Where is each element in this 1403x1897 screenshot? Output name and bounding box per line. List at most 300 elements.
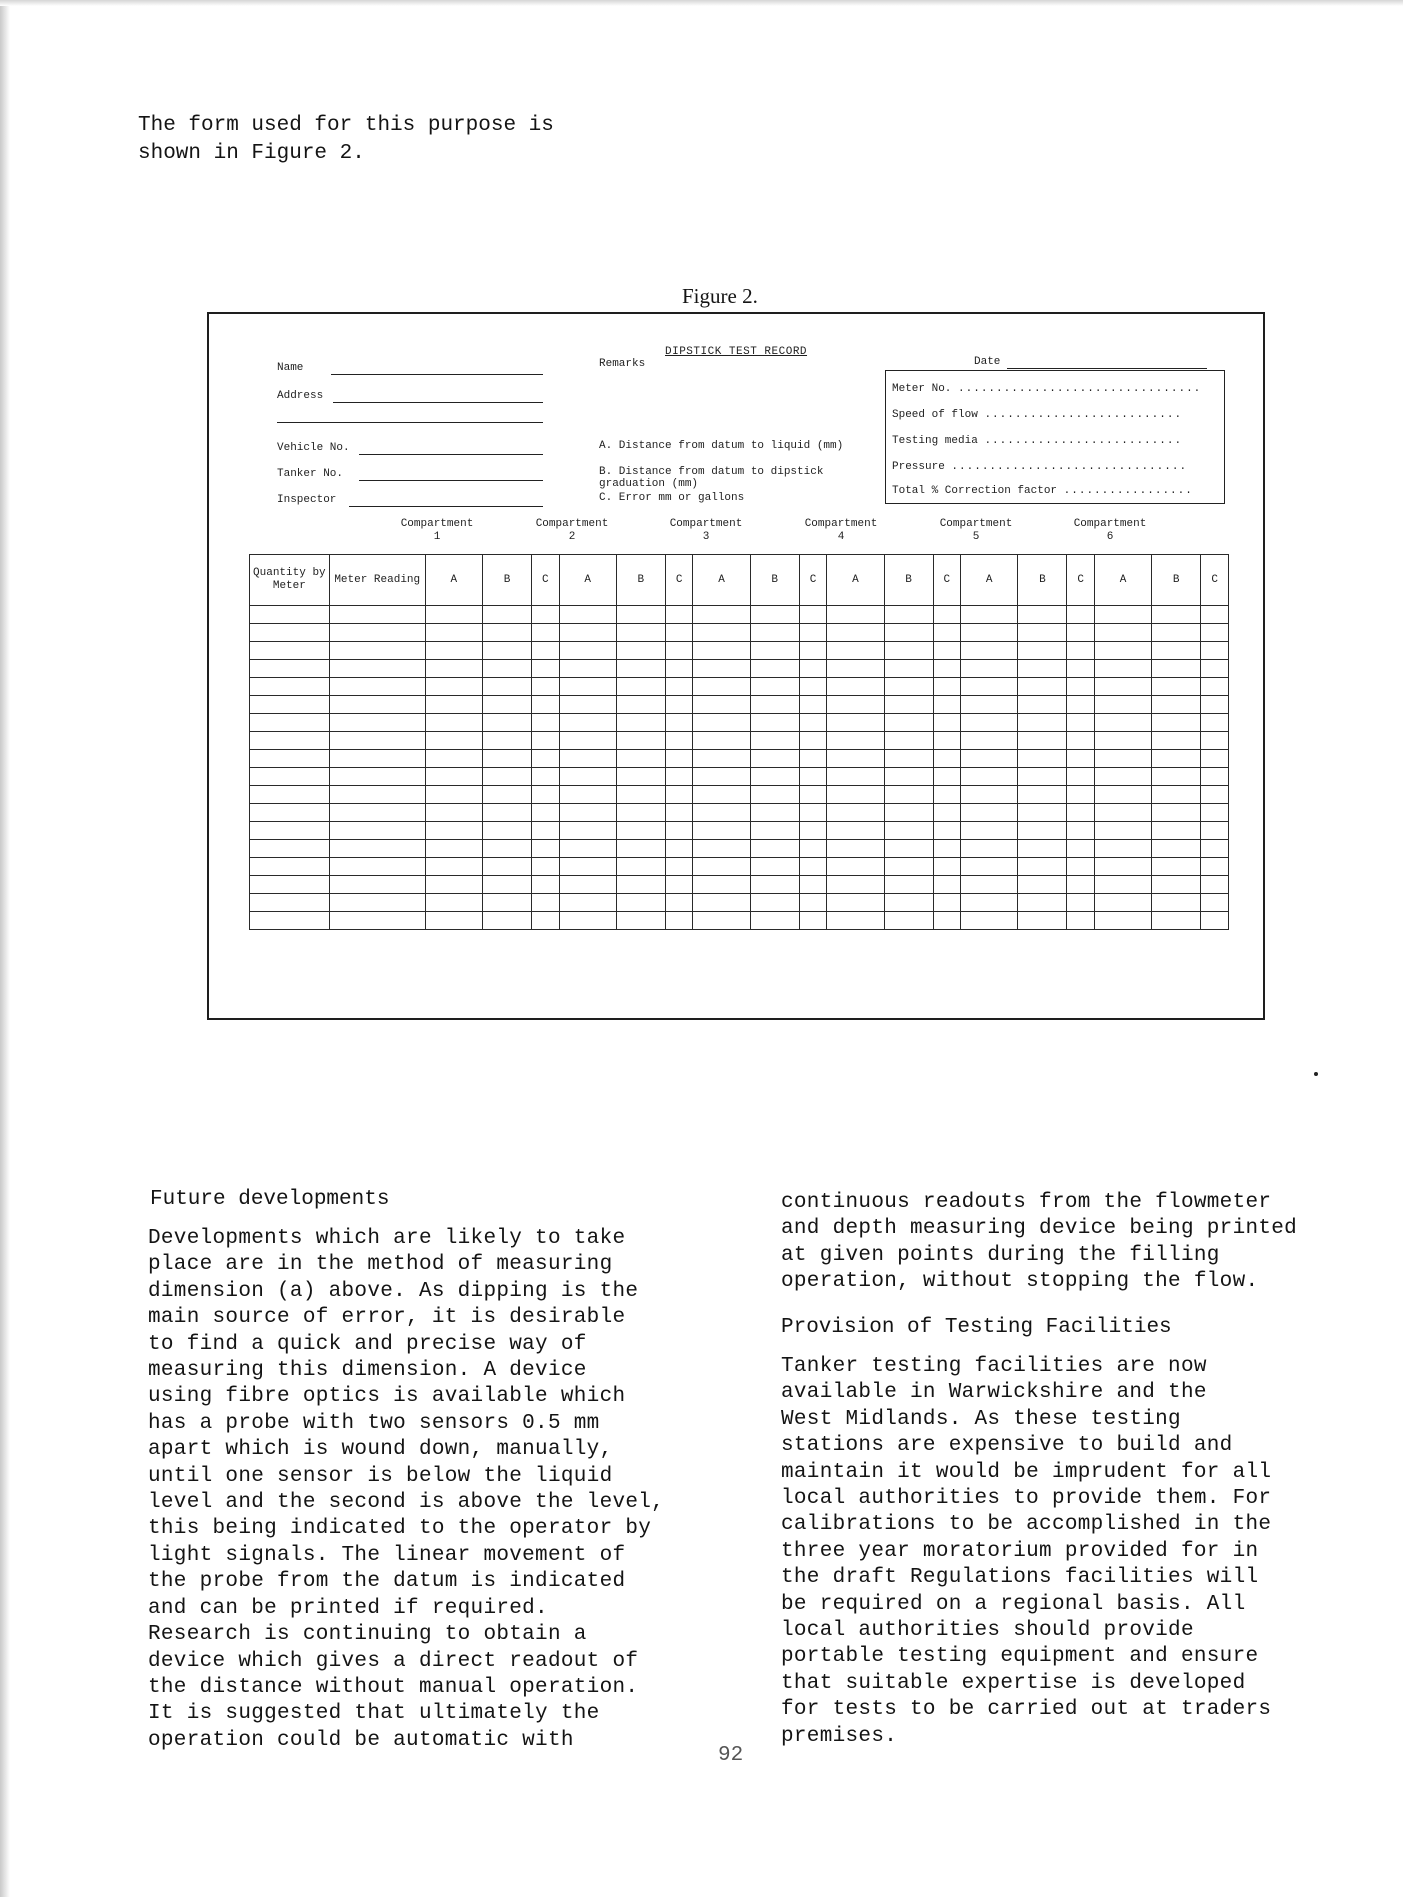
grid-cell[interactable] — [799, 804, 827, 822]
grid-cell[interactable] — [799, 678, 827, 696]
grid-cell[interactable] — [1067, 696, 1095, 714]
grid-cell[interactable] — [250, 750, 330, 768]
grid-cell[interactable] — [961, 750, 1018, 768]
grid-cell[interactable] — [329, 912, 425, 930]
grid-cell[interactable] — [532, 678, 560, 696]
grid-cell[interactable] — [1201, 714, 1229, 732]
grid-cell[interactable] — [693, 606, 750, 624]
grid-cell[interactable] — [884, 606, 933, 624]
grid-cell[interactable] — [884, 732, 933, 750]
grid-cell[interactable] — [425, 894, 482, 912]
grid-cell[interactable] — [1067, 732, 1095, 750]
grid-cell[interactable] — [827, 606, 884, 624]
grid-cell[interactable] — [1018, 624, 1067, 642]
grid-cell[interactable] — [961, 732, 1018, 750]
grid-cell[interactable] — [961, 642, 1018, 660]
grid-cell[interactable] — [250, 858, 330, 876]
grid-cell[interactable] — [750, 840, 799, 858]
grid-cell[interactable] — [933, 912, 961, 930]
grid-cell[interactable] — [1201, 768, 1229, 786]
grid-cell[interactable] — [329, 696, 425, 714]
grid-cell[interactable] — [933, 732, 961, 750]
grid-cell[interactable] — [799, 822, 827, 840]
grid-cell[interactable] — [329, 732, 425, 750]
grid-cell[interactable] — [1152, 768, 1201, 786]
grid-cell[interactable] — [425, 840, 482, 858]
grid-cell[interactable] — [482, 678, 531, 696]
grid-cell[interactable] — [250, 714, 330, 732]
grid-cell[interactable] — [1018, 696, 1067, 714]
grid-cell[interactable] — [1067, 660, 1095, 678]
grid-cell[interactable] — [250, 678, 330, 696]
grid-cell[interactable] — [1094, 804, 1151, 822]
grid-cell[interactable] — [665, 660, 693, 678]
grid-cell[interactable] — [250, 840, 330, 858]
grid-cell[interactable] — [482, 786, 531, 804]
grid-cell[interactable] — [884, 858, 933, 876]
grid-cell[interactable] — [482, 732, 531, 750]
grid-cell[interactable] — [1018, 732, 1067, 750]
grid-cell[interactable] — [1094, 660, 1151, 678]
grid-cell[interactable] — [1094, 696, 1151, 714]
grid-cell[interactable] — [750, 750, 799, 768]
grid-cell[interactable] — [425, 714, 482, 732]
grid-cell[interactable] — [1018, 660, 1067, 678]
grid-cell[interactable] — [1067, 750, 1095, 768]
grid-cell[interactable] — [329, 786, 425, 804]
grid-cell[interactable] — [250, 804, 330, 822]
grid-cell[interactable] — [329, 804, 425, 822]
grid-cell[interactable] — [1201, 786, 1229, 804]
grid-cell[interactable] — [482, 804, 531, 822]
grid-cell[interactable] — [799, 786, 827, 804]
grid-cell[interactable] — [250, 876, 330, 894]
grid-cell[interactable] — [750, 678, 799, 696]
grid-cell[interactable] — [482, 876, 531, 894]
grid-cell[interactable] — [1152, 786, 1201, 804]
grid-cell[interactable] — [482, 894, 531, 912]
grid-cell[interactable] — [693, 642, 750, 660]
grid-cell[interactable] — [329, 858, 425, 876]
grid-cell[interactable] — [616, 696, 665, 714]
grid-cell[interactable] — [827, 642, 884, 660]
grid-cell[interactable] — [665, 696, 693, 714]
grid-cell[interactable] — [1018, 786, 1067, 804]
grid-cell[interactable] — [559, 642, 616, 660]
grid-cell[interactable] — [532, 606, 560, 624]
grid-cell[interactable] — [532, 732, 560, 750]
grid-cell[interactable] — [693, 840, 750, 858]
grid-cell[interactable] — [884, 840, 933, 858]
grid-cell[interactable] — [1201, 642, 1229, 660]
grid-cell[interactable] — [1067, 606, 1095, 624]
grid-cell[interactable] — [329, 750, 425, 768]
grid-cell[interactable] — [1201, 750, 1229, 768]
grid-cell[interactable] — [559, 876, 616, 894]
grid-cell[interactable] — [827, 840, 884, 858]
grid-cell[interactable] — [425, 606, 482, 624]
grid-cell[interactable] — [799, 858, 827, 876]
grid-cell[interactable] — [616, 642, 665, 660]
grid-cell[interactable] — [1067, 858, 1095, 876]
grid-cell[interactable] — [616, 858, 665, 876]
grid-cell[interactable] — [750, 912, 799, 930]
grid-cell[interactable] — [693, 750, 750, 768]
grid-cell[interactable] — [799, 624, 827, 642]
grid-cell[interactable] — [559, 822, 616, 840]
grid-cell[interactable] — [1152, 732, 1201, 750]
grid-cell[interactable] — [665, 786, 693, 804]
grid-cell[interactable] — [1094, 768, 1151, 786]
grid-cell[interactable] — [1067, 768, 1095, 786]
grid-cell[interactable] — [799, 714, 827, 732]
grid-cell[interactable] — [532, 822, 560, 840]
grid-cell[interactable] — [1152, 714, 1201, 732]
grid-cell[interactable] — [665, 750, 693, 768]
grid-cell[interactable] — [693, 732, 750, 750]
grid-cell[interactable] — [1094, 750, 1151, 768]
grid-cell[interactable] — [884, 714, 933, 732]
grid-cell[interactable] — [933, 606, 961, 624]
grid-cell[interactable] — [1152, 876, 1201, 894]
grid-cell[interactable] — [961, 696, 1018, 714]
grid-cell[interactable] — [750, 696, 799, 714]
grid-cell[interactable] — [482, 606, 531, 624]
grid-cell[interactable] — [665, 822, 693, 840]
grid-cell[interactable] — [1018, 678, 1067, 696]
grid-cell[interactable] — [961, 606, 1018, 624]
grid-cell[interactable] — [827, 660, 884, 678]
grid-cell[interactable] — [961, 660, 1018, 678]
grid-cell[interactable] — [1094, 894, 1151, 912]
grid-cell[interactable] — [532, 750, 560, 768]
grid-cell[interactable] — [799, 660, 827, 678]
grid-cell[interactable] — [1152, 804, 1201, 822]
grid-cell[interactable] — [750, 804, 799, 822]
grid-cell[interactable] — [1018, 804, 1067, 822]
grid-cell[interactable] — [532, 624, 560, 642]
grid-cell[interactable] — [693, 624, 750, 642]
grid-cell[interactable] — [250, 822, 330, 840]
grid-cell[interactable] — [559, 714, 616, 732]
grid-cell[interactable] — [482, 912, 531, 930]
grid-cell[interactable] — [616, 606, 665, 624]
grid-cell[interactable] — [665, 858, 693, 876]
grid-cell[interactable] — [482, 822, 531, 840]
grid-cell[interactable] — [1201, 606, 1229, 624]
grid-cell[interactable] — [1152, 822, 1201, 840]
grid-cell[interactable] — [482, 642, 531, 660]
grid-cell[interactable] — [884, 894, 933, 912]
grid-cell[interactable] — [1201, 912, 1229, 930]
grid-cell[interactable] — [425, 660, 482, 678]
grid-cell[interactable] — [884, 696, 933, 714]
grid-cell[interactable] — [329, 714, 425, 732]
grid-cell[interactable] — [559, 732, 616, 750]
grid-cell[interactable] — [827, 858, 884, 876]
grid-cell[interactable] — [329, 768, 425, 786]
grid-cell[interactable] — [1152, 858, 1201, 876]
grid-cell[interactable] — [532, 858, 560, 876]
grid-cell[interactable] — [1067, 714, 1095, 732]
grid-cell[interactable] — [750, 624, 799, 642]
grid-cell[interactable] — [933, 822, 961, 840]
grid-cell[interactable] — [665, 732, 693, 750]
grid-cell[interactable] — [1152, 606, 1201, 624]
grid-cell[interactable] — [827, 786, 884, 804]
grid-cell[interactable] — [1018, 642, 1067, 660]
grid-cell[interactable] — [961, 768, 1018, 786]
grid-cell[interactable] — [827, 624, 884, 642]
grid-cell[interactable] — [616, 678, 665, 696]
grid-cell[interactable] — [933, 750, 961, 768]
grid-cell[interactable] — [425, 642, 482, 660]
grid-cell[interactable] — [961, 678, 1018, 696]
grid-cell[interactable] — [1094, 624, 1151, 642]
grid-cell[interactable] — [884, 804, 933, 822]
grid-cell[interactable] — [1201, 894, 1229, 912]
grid-cell[interactable] — [482, 840, 531, 858]
grid-cell[interactable] — [1018, 606, 1067, 624]
grid-cell[interactable] — [329, 822, 425, 840]
grid-cell[interactable] — [750, 786, 799, 804]
grid-cell[interactable] — [482, 858, 531, 876]
grid-cell[interactable] — [616, 624, 665, 642]
grid-cell[interactable] — [250, 696, 330, 714]
grid-cell[interactable] — [750, 606, 799, 624]
grid-cell[interactable] — [1094, 786, 1151, 804]
grid-cell[interactable] — [884, 876, 933, 894]
grid-cell[interactable] — [961, 624, 1018, 642]
grid-cell[interactable] — [827, 804, 884, 822]
grid-cell[interactable] — [693, 768, 750, 786]
grid-cell[interactable] — [616, 732, 665, 750]
grid-cell[interactable] — [665, 876, 693, 894]
grid-cell[interactable] — [1094, 822, 1151, 840]
grid-cell[interactable] — [425, 732, 482, 750]
grid-cell[interactable] — [693, 804, 750, 822]
grid-cell[interactable] — [665, 840, 693, 858]
grid-cell[interactable] — [559, 894, 616, 912]
grid-cell[interactable] — [559, 768, 616, 786]
grid-cell[interactable] — [329, 876, 425, 894]
grid-cell[interactable] — [329, 642, 425, 660]
grid-cell[interactable] — [1067, 786, 1095, 804]
grid-cell[interactable] — [616, 786, 665, 804]
grid-cell[interactable] — [750, 894, 799, 912]
grid-cell[interactable] — [799, 642, 827, 660]
grid-cell[interactable] — [933, 696, 961, 714]
grid-cell[interactable] — [1201, 858, 1229, 876]
grid-cell[interactable] — [1152, 696, 1201, 714]
grid-cell[interactable] — [693, 876, 750, 894]
grid-cell[interactable] — [616, 804, 665, 822]
grid-cell[interactable] — [750, 822, 799, 840]
grid-cell[interactable] — [961, 840, 1018, 858]
grid-cell[interactable] — [616, 912, 665, 930]
grid-cell[interactable] — [933, 660, 961, 678]
grid-cell[interactable] — [425, 822, 482, 840]
grid-cell[interactable] — [1094, 714, 1151, 732]
grid-cell[interactable] — [1018, 714, 1067, 732]
grid-cell[interactable] — [665, 606, 693, 624]
grid-cell[interactable] — [827, 768, 884, 786]
grid-cell[interactable] — [961, 894, 1018, 912]
grid-cell[interactable] — [665, 768, 693, 786]
grid-cell[interactable] — [693, 786, 750, 804]
grid-cell[interactable] — [425, 768, 482, 786]
grid-cell[interactable] — [799, 606, 827, 624]
grid-cell[interactable] — [1152, 642, 1201, 660]
grid-cell[interactable] — [884, 750, 933, 768]
grid-cell[interactable] — [750, 732, 799, 750]
grid-cell[interactable] — [693, 894, 750, 912]
grid-cell[interactable] — [559, 804, 616, 822]
grid-cell[interactable] — [799, 876, 827, 894]
grid-cell[interactable] — [1018, 876, 1067, 894]
grid-cell[interactable] — [827, 714, 884, 732]
grid-cell[interactable] — [559, 840, 616, 858]
grid-cell[interactable] — [827, 678, 884, 696]
grid-cell[interactable] — [482, 696, 531, 714]
grid-cell[interactable] — [425, 858, 482, 876]
grid-cell[interactable] — [425, 786, 482, 804]
grid-cell[interactable] — [1094, 678, 1151, 696]
grid-cell[interactable] — [616, 768, 665, 786]
grid-cell[interactable] — [616, 840, 665, 858]
grid-cell[interactable] — [933, 804, 961, 822]
grid-cell[interactable] — [532, 804, 560, 822]
grid-cell[interactable] — [827, 912, 884, 930]
grid-cell[interactable] — [559, 858, 616, 876]
grid-cell[interactable] — [532, 696, 560, 714]
grid-cell[interactable] — [933, 678, 961, 696]
grid-cell[interactable] — [616, 750, 665, 768]
grid-cell[interactable] — [961, 786, 1018, 804]
grid-cell[interactable] — [532, 660, 560, 678]
grid-cell[interactable] — [1018, 912, 1067, 930]
grid-cell[interactable] — [1018, 750, 1067, 768]
grid-cell[interactable] — [482, 660, 531, 678]
grid-cell[interactable] — [799, 768, 827, 786]
grid-cell[interactable] — [559, 606, 616, 624]
grid-cell[interactable] — [750, 642, 799, 660]
grid-cell[interactable] — [933, 858, 961, 876]
grid-cell[interactable] — [1094, 732, 1151, 750]
grid-cell[interactable] — [425, 912, 482, 930]
grid-cell[interactable] — [799, 840, 827, 858]
grid-cell[interactable] — [693, 714, 750, 732]
grid-cell[interactable] — [1152, 840, 1201, 858]
grid-cell[interactable] — [827, 894, 884, 912]
grid-cell[interactable] — [1201, 678, 1229, 696]
grid-cell[interactable] — [799, 696, 827, 714]
grid-cell[interactable] — [933, 642, 961, 660]
grid-cell[interactable] — [665, 804, 693, 822]
grid-cell[interactable] — [884, 678, 933, 696]
grid-cell[interactable] — [1152, 660, 1201, 678]
grid-cell[interactable] — [250, 894, 330, 912]
grid-cell[interactable] — [693, 858, 750, 876]
grid-cell[interactable] — [884, 912, 933, 930]
grid-cell[interactable] — [250, 768, 330, 786]
grid-cell[interactable] — [1094, 876, 1151, 894]
grid-cell[interactable] — [532, 912, 560, 930]
grid-cell[interactable] — [933, 894, 961, 912]
grid-cell[interactable] — [665, 894, 693, 912]
grid-cell[interactable] — [933, 876, 961, 894]
grid-cell[interactable] — [665, 624, 693, 642]
grid-cell[interactable] — [1067, 822, 1095, 840]
grid-cell[interactable] — [827, 822, 884, 840]
grid-cell[interactable] — [425, 804, 482, 822]
grid-cell[interactable] — [693, 822, 750, 840]
grid-cell[interactable] — [884, 822, 933, 840]
grid-cell[interactable] — [1152, 894, 1201, 912]
grid-cell[interactable] — [1201, 804, 1229, 822]
grid-cell[interactable] — [827, 696, 884, 714]
grid-cell[interactable] — [1094, 858, 1151, 876]
grid-cell[interactable] — [482, 768, 531, 786]
grid-cell[interactable] — [884, 786, 933, 804]
grid-cell[interactable] — [1152, 624, 1201, 642]
grid-cell[interactable] — [1067, 804, 1095, 822]
grid-cell[interactable] — [329, 840, 425, 858]
grid-cell[interactable] — [961, 858, 1018, 876]
grid-cell[interactable] — [250, 732, 330, 750]
grid-cell[interactable] — [250, 660, 330, 678]
grid-cell[interactable] — [1094, 606, 1151, 624]
grid-cell[interactable] — [884, 768, 933, 786]
grid-cell[interactable] — [329, 660, 425, 678]
grid-cell[interactable] — [1201, 696, 1229, 714]
grid-cell[interactable] — [1201, 660, 1229, 678]
grid-cell[interactable] — [482, 750, 531, 768]
grid-cell[interactable] — [425, 750, 482, 768]
grid-cell[interactable] — [750, 714, 799, 732]
grid-cell[interactable] — [827, 750, 884, 768]
grid-cell[interactable] — [425, 678, 482, 696]
grid-cell[interactable] — [799, 732, 827, 750]
grid-cell[interactable] — [616, 894, 665, 912]
grid-cell[interactable] — [799, 894, 827, 912]
grid-cell[interactable] — [693, 678, 750, 696]
grid-cell[interactable] — [559, 750, 616, 768]
grid-cell[interactable] — [1094, 642, 1151, 660]
grid-cell[interactable] — [933, 786, 961, 804]
grid-cell[interactable] — [693, 912, 750, 930]
grid-cell[interactable] — [425, 696, 482, 714]
grid-cell[interactable] — [1201, 624, 1229, 642]
grid-cell[interactable] — [961, 714, 1018, 732]
grid-cell[interactable] — [961, 876, 1018, 894]
grid-cell[interactable] — [665, 912, 693, 930]
grid-cell[interactable] — [329, 894, 425, 912]
grid-cell[interactable] — [482, 714, 531, 732]
grid-cell[interactable] — [933, 624, 961, 642]
grid-cell[interactable] — [559, 660, 616, 678]
grid-cell[interactable] — [827, 732, 884, 750]
grid-cell[interactable] — [799, 750, 827, 768]
grid-cell[interactable] — [616, 660, 665, 678]
grid-cell[interactable] — [559, 786, 616, 804]
grid-cell[interactable] — [532, 786, 560, 804]
grid-cell[interactable] — [559, 912, 616, 930]
grid-cell[interactable] — [665, 642, 693, 660]
grid-cell[interactable] — [693, 660, 750, 678]
grid-cell[interactable] — [1018, 858, 1067, 876]
grid-cell[interactable] — [884, 624, 933, 642]
